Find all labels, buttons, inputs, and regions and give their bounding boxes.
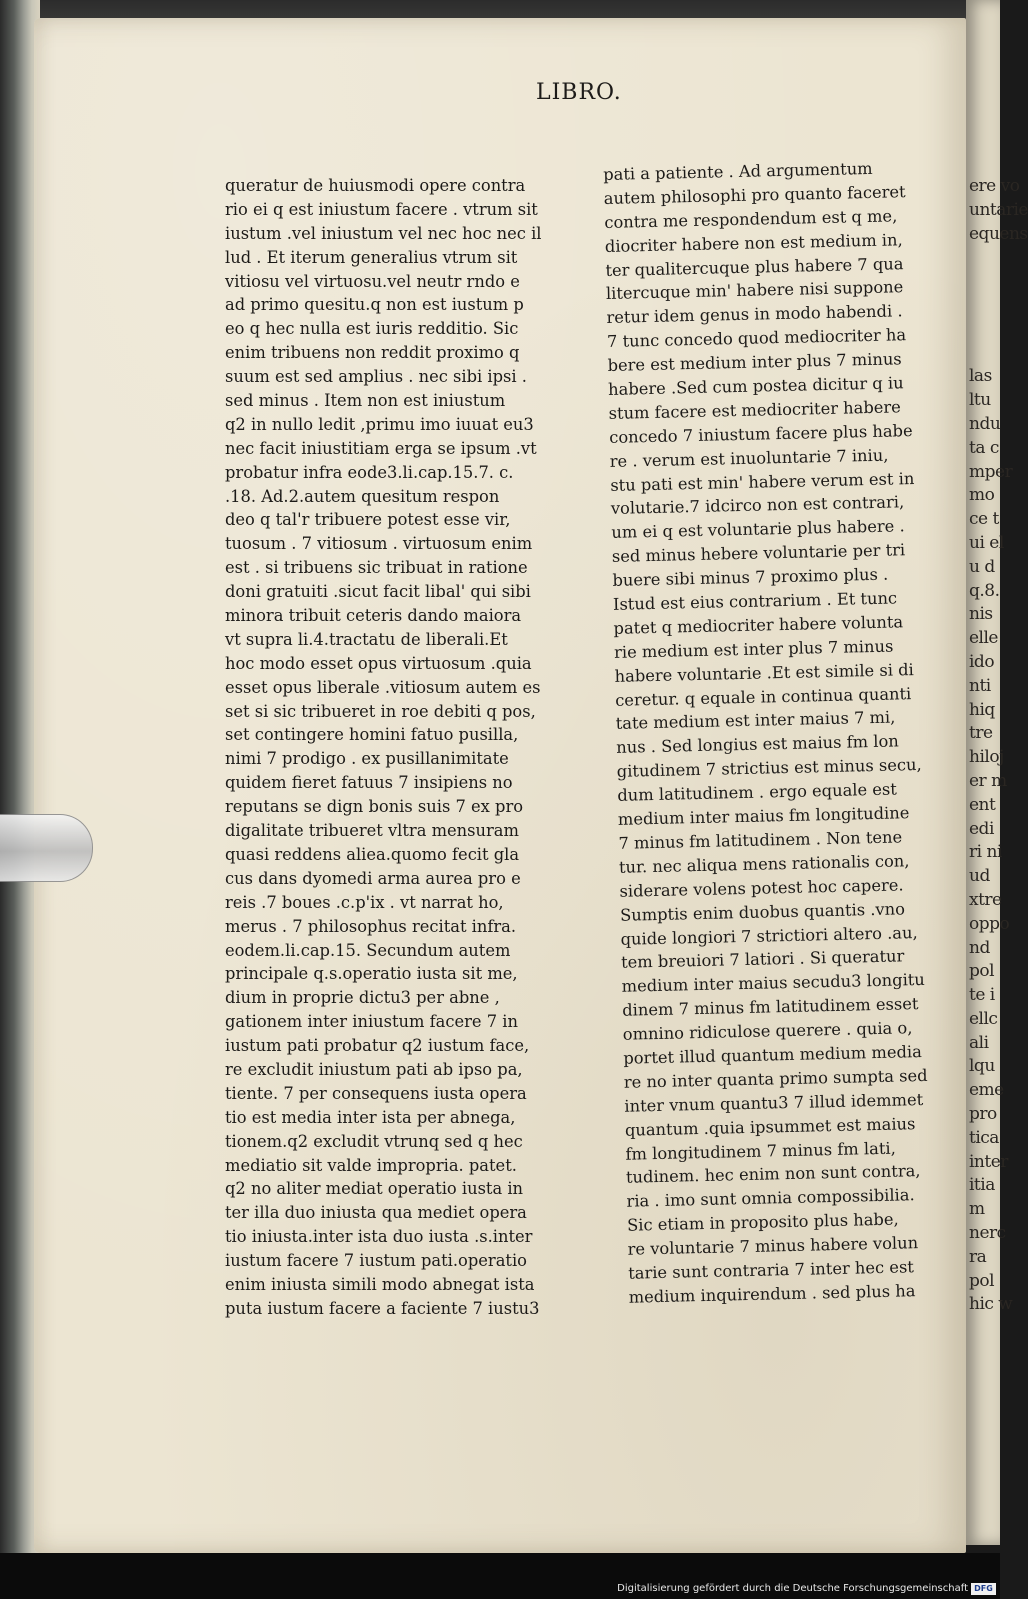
funding-credit: Digitalisierung gefördert durch die Deutsche Forschungsgemeinschaft [617, 1583, 968, 1594]
text-line: cus dans dyomedi arma aurea pro e [225, 868, 521, 888]
text-line: tio est media inter ista per abnega, [225, 1107, 516, 1127]
fragment-line: hiloj [969, 747, 1004, 768]
text-line: est . si tribuens sic tribuat in ratione [225, 558, 528, 578]
page-holder-clip [0, 814, 93, 882]
text-line: nec facit iniustitiam erga se ipsum .vt [225, 438, 537, 458]
text-line: autem philosophi pro quanto faceret [603, 182, 906, 208]
text-line: Istud est eius contrarium . Et tunc [612, 588, 898, 614]
text-line: quidem fieret fatuus 7 insipiens no [225, 773, 513, 793]
text-line: habere voluntarie .Et est simile si di [614, 659, 914, 686]
text-line: deo q tal'r tribuere potest esse vir, [225, 510, 511, 530]
text-line: reis .7 boues .c.p'ix . vt narrat ho, [225, 892, 504, 912]
fragment-line: ido [969, 651, 995, 672]
text-line: doni gratuiti .sicut facit libal' qui sibi [225, 582, 531, 602]
text-line: fm longitudinem 7 minus fm lati, [625, 1138, 896, 1164]
text-line: vitiosu vel virtuosu.vel neutr rndo e [225, 271, 520, 291]
text-line: hoc modo esset opus virtuosum .quia [225, 653, 532, 673]
text-column-right [603, 156, 934, 1309]
text-line: gitudinem 7 strictius est minus secu, [616, 755, 922, 782]
text-line: vt supra li.4.tractatu de liberali.Et [225, 629, 508, 649]
text-line: ter qualitercuque plus habere 7 qua [605, 253, 904, 280]
adjacent-page [966, 0, 1028, 1545]
text-line: set si sic tribueret in roe debiti q pos, [225, 701, 536, 721]
text-line: stum facere est mediocriter habere [608, 397, 902, 423]
text-line: 7 minus fm latitudinem . Non tene [618, 827, 903, 853]
text-line: diocriter habere non est medium in, [604, 229, 903, 256]
text-line: stu pati est min' habere verum est in [610, 468, 915, 495]
fragment-line: xtre [969, 889, 1002, 910]
text-line: iustum .vel iniustum vel nec hoc nec il [225, 223, 542, 243]
adjacent-page-text [969, 175, 1028, 1317]
fragment-line: te i [969, 985, 995, 1006]
fragment-line: edi [969, 818, 994, 839]
fragment-line: lqu [969, 1056, 995, 1077]
fragment-line: ud [969, 866, 990, 887]
text-line: portet illud quantum medium media [623, 1041, 923, 1068]
text-column-left [225, 174, 542, 1321]
fragment-line: mo [969, 485, 995, 506]
text-line: gationem inter iniustum facere 7 in [225, 1012, 518, 1032]
text-line: inter vnum quantu3 7 illud idemmet [624, 1089, 924, 1116]
text-line: siderare volens potest hoc capere. [619, 875, 904, 901]
text-line: sed minus . Item non est iniustum [225, 391, 506, 411]
text-line: bere est medium inter plus 7 minus [607, 349, 902, 376]
text-line: retur idem genus in modo habendi . [606, 301, 903, 328]
text-line: concedo 7 iniustum facere plus habe [609, 420, 913, 447]
text-line: tate medium est inter maius 7 mi, [615, 707, 896, 734]
fragment-line: untarie [969, 199, 1028, 220]
fragment-line: eme [969, 1080, 1004, 1101]
text-line: mediatio sit valde impropria. patet. [225, 1155, 517, 1175]
fragment-line: ce t [969, 509, 999, 530]
text-line: tuosum . 7 vitiosum . virtuosum enim [225, 534, 533, 554]
text-line: tur. nec aliqua mens rationalis con, [618, 851, 910, 877]
text-line: 7 tunc concedo quod mediocriter ha [606, 325, 907, 352]
fragment-line: ta c [969, 437, 999, 458]
text-line: re voluntarie 7 minus habere volun [627, 1233, 919, 1259]
fragment-line: ndu [969, 413, 1001, 434]
text-line: dium in proprie dictu3 per abne , [225, 988, 500, 1008]
text-line: eodem.li.cap.15. Secundum autem [225, 940, 511, 960]
text-line: volutarie.7 idcirco non est contrari, [610, 492, 905, 519]
text-line: minora tribuit ceteris dando maiora [225, 606, 522, 626]
text-line: medium inter maius secudu3 longitu [621, 970, 926, 997]
text-line: dinem 7 minus fm latitudinem esset [622, 994, 919, 1020]
fragment-line: er m [969, 770, 1007, 791]
fragment-line: nis [969, 604, 993, 625]
text-line: medium inquirendum . sed plus ha [628, 1281, 916, 1307]
text-line: .18. Ad.2.autem quesitum respon [225, 486, 500, 506]
text-line: sed minus hebere voluntarie per tri [611, 540, 906, 567]
text-line: nimi 7 prodigo . ex pusillanimitate [225, 749, 509, 769]
fragment-line: equens [969, 223, 1028, 244]
footer-bar [0, 1553, 1000, 1599]
text-line: pati a patiente . Ad argumentum [603, 158, 873, 184]
text-line: set contingere homini fatuo pusilla, [225, 725, 519, 745]
fragment-line [969, 342, 1009, 366]
fragment-line: m [969, 1199, 985, 1220]
fragment-line: ra [969, 1246, 987, 1267]
text-line: ria . imo sunt omnia compossibilia. [626, 1185, 915, 1212]
text-line: esset opus liberale .vitiosum autem es [225, 677, 541, 697]
text-line: re no inter quanta primo sumpta sed [623, 1065, 928, 1092]
text-line: lud . Et iterum generalius vtrum sit [225, 247, 518, 267]
fragment-line: nti [969, 675, 991, 696]
text-line: iustum facere 7 iustum pati.operatio [225, 1251, 527, 1271]
fragment-line: tica [969, 1127, 999, 1148]
text-line: iustum pati probatur q2 iustum face, [225, 1036, 530, 1056]
text-line: litercuque min' habere nisi suppone [605, 277, 904, 304]
fragment-line: ere vo [969, 176, 1020, 196]
fragment-line: q.8. [969, 580, 1000, 601]
fragment-line: inter [969, 1151, 1008, 1172]
text-line: omnino ridiculose querere . quia o, [622, 1018, 913, 1044]
text-line: tiente. 7 per consequens iusta opera [225, 1083, 527, 1103]
fragment-line [969, 270, 1009, 294]
text-line: queratur de huiusmodi opere contra [225, 176, 526, 195]
running-header: LIBRO. [536, 80, 622, 105]
fragment-line: pol [969, 961, 995, 982]
text-line: ad primo quesitu.q non est iustum p [225, 295, 524, 315]
fragment-line: nd [969, 937, 990, 958]
text-line: nus . Sed longius est maius fm lon [616, 731, 900, 758]
text-line: um ei q est voluntarie plus habere . [611, 516, 905, 543]
text-line: enim tribuens non reddit proximo q [225, 343, 520, 363]
fragment-line: ltu [969, 390, 991, 411]
fragment-line: ellc [969, 1008, 998, 1029]
text-line: puta iustum facere a faciente 7 iustu3 [225, 1298, 540, 1318]
text-line: rio ei q est iniustum facere . vtrum sit [225, 199, 538, 219]
text-line: ceretur. q equale in continua quanti [614, 683, 912, 710]
text-line: principale q.s.operatio iusta sit me, [225, 964, 518, 984]
text-line: enim iniusta simili modo abnegat ista [225, 1274, 535, 1294]
text-line: medium inter maius fm longitudine [617, 803, 910, 829]
fragment-line: hic w [969, 1294, 1013, 1315]
fragment-line: ent [969, 794, 996, 815]
fragment-line: tre [969, 723, 993, 744]
text-line: tudinem. hec enim non sunt contra, [625, 1161, 921, 1188]
fragment-line: itia [969, 1175, 995, 1196]
fragment-line [969, 318, 1009, 342]
fragment-line: oppo [969, 913, 1010, 934]
dfg-logo: DFG [971, 1583, 996, 1595]
text-line: probatur infra eode3.li.cap.15.7. c. [225, 462, 514, 482]
fragment-line [969, 246, 1009, 270]
text-line: digalitate tribueret vltra mensuram [225, 821, 519, 841]
text-line: habere .Sed cum postea dicitur q iu [607, 373, 904, 399]
fragment-line: nerc [969, 1223, 1006, 1244]
fragment-line: ali [969, 1032, 989, 1053]
text-line: buere sibi minus 7 proximo plus . [612, 564, 889, 591]
fragment-line: mper [969, 461, 1013, 482]
fragment-line: ri ni [969, 842, 1002, 863]
text-line: quide longiori 7 strictiori altero .au, [620, 922, 918, 949]
text-line: Sic etiam in proposito plus habe, [626, 1209, 899, 1235]
text-line: patet q mediocriter habere volunta [613, 612, 904, 638]
text-line: eo q hec nulla est iuris redditio. Sic [225, 319, 519, 339]
text-line: re excludit iniustum pati ab ipso pa, [225, 1059, 523, 1079]
text-line: suum est sed amplius . nec sibi ipsi . [225, 367, 527, 387]
fragment-line: pro [969, 1104, 997, 1125]
fragment-line: las [969, 366, 992, 387]
text-line: quantum .quia ipsummet est maius [624, 1113, 916, 1140]
text-line: ter illa duo iniusta qua mediet opera [225, 1203, 527, 1223]
text-line: dum latitudinem . ergo equale est [617, 779, 898, 805]
fragment-line: pol [969, 1270, 995, 1291]
text-line: tionem.q2 excludit vtrunq sed q hec [225, 1131, 523, 1151]
fragment-line: hiq [969, 699, 995, 720]
text-line: q2 in nullo ledit ,primu imo iuuat eu3 [225, 414, 534, 434]
text-line: tio iniusta.inter ista duo iusta .s.inter [225, 1227, 533, 1247]
text-line: re . verum est inuoluntarie 7 iniu, [609, 445, 889, 471]
text-line: quasi reddens aliea.quomo fecit gla [225, 844, 520, 864]
text-line: tem breuiori 7 latiori . Si queratur [620, 946, 905, 973]
fragment-line: ui el [969, 532, 1004, 553]
fragment-line: u d [969, 556, 995, 577]
text-line: Sumptis enim duobus quantis .vno [619, 898, 906, 925]
text-line: merus . 7 philosophus recitat infra. [225, 916, 517, 936]
fragment-line [969, 294, 1009, 318]
text-line: q2 no aliter mediat operatio iusta in [225, 1179, 524, 1199]
text-line: reputans se dign bonis suis 7 ex pro [225, 797, 524, 817]
text-line: rie medium est inter plus 7 minus [613, 636, 894, 662]
text-line: contra me respondendum est q me, [604, 206, 898, 232]
fragment-line: elle [969, 628, 998, 649]
text-line: tarie sunt contraria 7 inter hec est [627, 1257, 915, 1283]
